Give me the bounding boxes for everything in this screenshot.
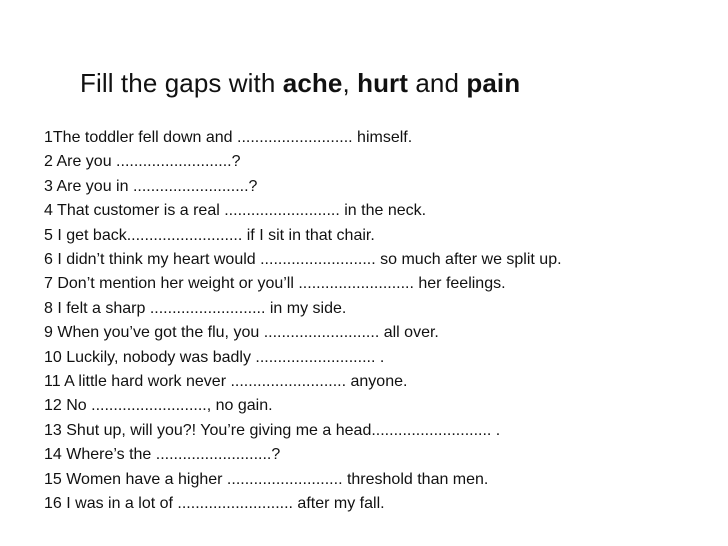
exercise-item-5: 5 I get back.......................... if I sit in that chair. — [44, 226, 375, 244]
exercise-item-8: 8 I felt a sharp .......................... in my side. — [44, 299, 347, 317]
exercise-list — [44, 126, 562, 517]
title-prefix: Fill the gaps with — [80, 68, 283, 98]
exercise-item-10: 10 Luckily, nobody was badly ........................... . — [44, 348, 385, 366]
page-title — [80, 66, 520, 100]
exercise-item-7: 7 Don’t mention her weight or you’ll .......................... her feelings. — [44, 275, 506, 293]
exercise-item-14: 14 Where’s the ..........................? — [44, 446, 281, 464]
exercise-item-1: 1The toddler fell down and .......................... himself. — [44, 129, 413, 146]
title-separator-and: and — [408, 68, 467, 98]
exercise-item-2: 2 Are you ..........................? — [44, 153, 241, 171]
title-word-hurt: hurt — [357, 68, 409, 98]
exercise-item-11: 11 A little hard work never .......................... anyone. — [44, 373, 408, 391]
title-word-ache: ache — [282, 68, 343, 98]
exercise-item-3: 3 Are you in ..........................? — [44, 177, 258, 195]
exercise-item-15: 15 Women have a higher .......................... threshold than men. — [44, 470, 489, 488]
exercise-item-13: 13 Shut up, will you?! You’re giving me a head........................... . — [44, 421, 501, 439]
exercise-item-16: 16 I was in a lot of .......................... after my fall. — [44, 495, 385, 513]
exercise-item-9: 9 When you’ve got the flu, you .......................... all over. — [44, 324, 439, 342]
exercise-item-6: 6 I didn’t think my heart would .......................... so much after we split up. — [44, 251, 562, 269]
exercise-item-12: 12 No .........................., no gain. — [44, 397, 273, 415]
exercise-item-4: 4 That customer is a real .......................... in the neck. — [44, 202, 427, 220]
title-separator-comma: , — [342, 68, 358, 98]
title-word-pain: pain — [466, 68, 521, 98]
